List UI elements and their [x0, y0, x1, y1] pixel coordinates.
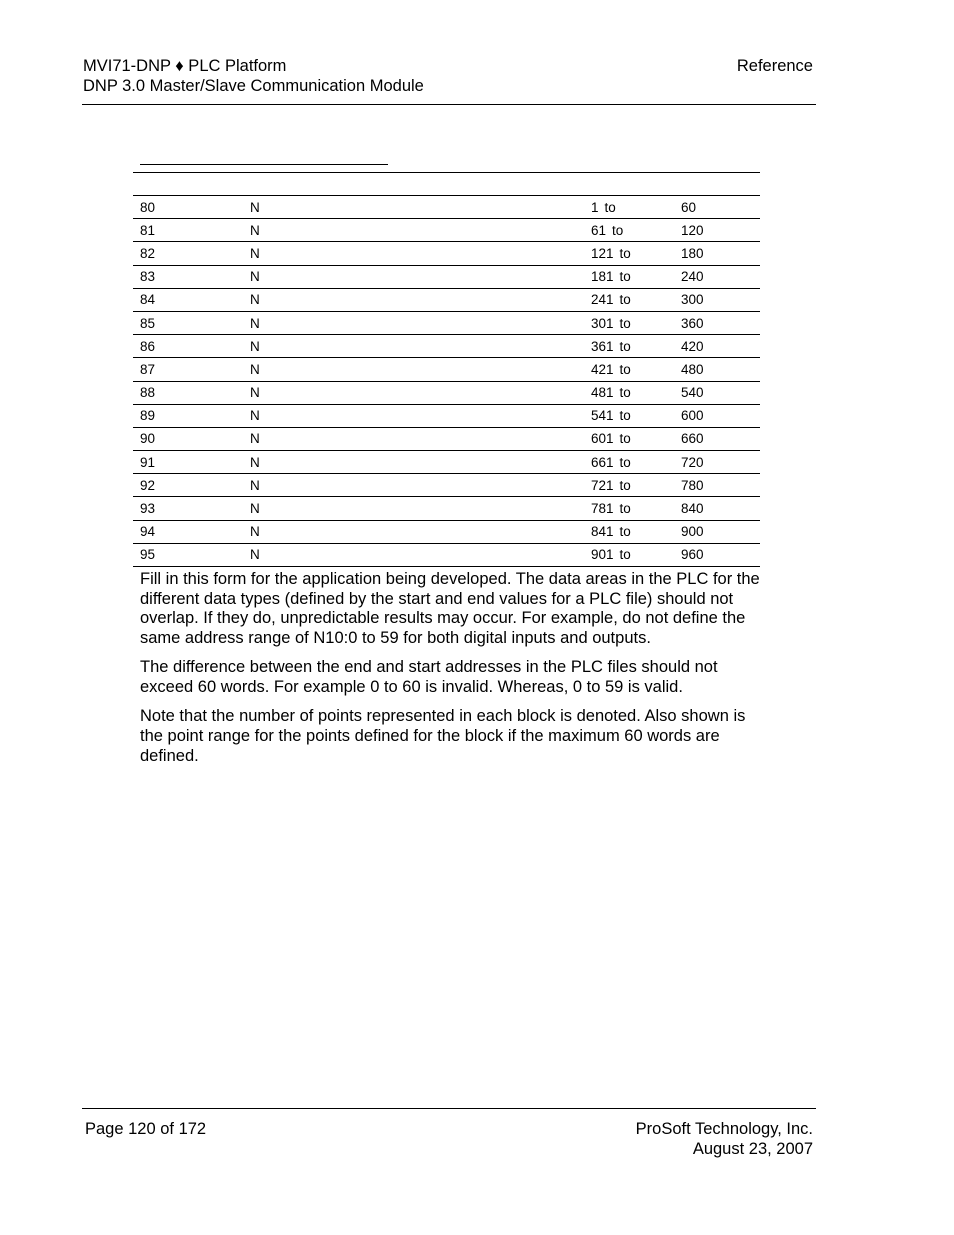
file-type-cell-value: N	[250, 408, 260, 424]
file-type-cell	[243, 335, 584, 358]
start-point-cell-value: 181	[591, 269, 614, 285]
start-point-cell	[584, 219, 674, 242]
end-point-cell-value: 180	[681, 245, 704, 261]
block-number-cell	[133, 381, 243, 404]
range-to-label: to	[619, 315, 631, 331]
start-point-cell-value: 901	[591, 547, 614, 563]
end-point-cell-value: 720	[681, 454, 704, 470]
block-number-cell	[133, 427, 243, 450]
range-to-label: to	[604, 199, 616, 215]
table-row	[133, 543, 760, 566]
end-point-cell-value: 240	[681, 269, 704, 285]
file-type-cell	[243, 311, 584, 334]
table-row	[133, 358, 760, 381]
footer-company: ProSoft Technology, Inc.	[635, 1120, 813, 1138]
start-point-cell-value: 481	[591, 385, 614, 401]
start-point-cell-value: 661	[591, 454, 614, 470]
block-number-cell	[133, 497, 243, 520]
table-row	[133, 219, 760, 242]
end-point-cell-value: 120	[681, 222, 704, 238]
start-point-cell-value: 781	[591, 501, 614, 517]
table-row	[133, 242, 760, 265]
footer-date: August 23, 2007	[692, 1139, 813, 1158]
start-point-cell-value: 421	[591, 361, 614, 377]
block-address-table	[133, 195, 760, 567]
end-point-cell	[674, 196, 760, 219]
paragraph-range-limit: The difference between the end and start addresses in the PLC files should not exceed 60 words. For example 0 to 60 is invalid. Whereas, 0 to 59 is valid.	[140, 658, 718, 697]
file-type-cell-value: N	[250, 199, 260, 215]
start-point-cell	[584, 381, 674, 404]
block-number-cell-value: 81	[140, 222, 156, 238]
end-point-cell	[674, 311, 760, 334]
block-number-cell-value: 85	[140, 315, 156, 331]
file-type-cell	[243, 474, 584, 497]
file-type-cell-value: N	[250, 292, 260, 308]
block-number-cell	[133, 335, 243, 358]
block-number-cell-value: 92	[140, 477, 156, 493]
start-point-cell	[584, 451, 674, 474]
block-number-cell-value: 90	[140, 431, 156, 447]
start-point-cell	[584, 520, 674, 543]
paragraph-overlap: Fill in this form for the application being developed. The data areas in the PLC for the different data types (defined by the start and end values for a PLC file) should not overlap. If they do, unpredictable results may occur. For example, do not define the same address range of N10:0 to 59 for both digital inputs and outputs.	[140, 570, 760, 648]
start-point-cell-value: 721	[591, 477, 614, 493]
end-point-cell-value: 300	[681, 292, 704, 308]
range-to-label: to	[619, 269, 631, 285]
end-point-cell	[674, 497, 760, 520]
end-point-cell	[674, 288, 760, 311]
end-point-cell-value: 840	[681, 501, 704, 517]
table-row	[133, 196, 760, 219]
file-type-cell-value: N	[250, 315, 260, 331]
start-point-cell-value: 301	[591, 315, 614, 331]
file-type-cell	[243, 497, 584, 520]
end-point-cell	[674, 335, 760, 358]
file-type-cell	[243, 219, 584, 242]
end-point-cell-value: 660	[681, 431, 704, 447]
block-number-cell	[133, 219, 243, 242]
block-number-cell-value: 84	[140, 292, 156, 308]
document-header	[83, 57, 424, 96]
block-number-cell	[133, 404, 243, 427]
end-point-cell-value: 540	[681, 385, 704, 401]
end-point-cell	[674, 242, 760, 265]
file-type-cell-value: N	[250, 338, 260, 354]
file-type-cell-value: N	[250, 269, 260, 285]
file-type-cell-value: N	[250, 245, 260, 261]
file-type-cell	[243, 427, 584, 450]
end-point-cell	[674, 427, 760, 450]
file-type-cell	[243, 242, 584, 265]
end-point-cell-value: 960	[681, 547, 704, 563]
block-number-cell-value: 94	[140, 524, 156, 540]
end-point-cell	[674, 543, 760, 566]
start-point-cell	[584, 543, 674, 566]
range-to-label: to	[619, 338, 631, 354]
table-row	[133, 265, 760, 288]
end-point-cell-value: 600	[681, 408, 704, 424]
table-row	[133, 404, 760, 427]
header-product-line: MVI71-DNP ♦ PLC Platform	[83, 57, 287, 75]
table-row	[133, 381, 760, 404]
start-point-cell	[584, 242, 674, 265]
range-to-label: to	[619, 524, 631, 540]
end-point-cell	[674, 520, 760, 543]
block-number-cell-value: 83	[140, 269, 156, 285]
file-type-cell-value: N	[250, 222, 260, 238]
form-title-underline	[140, 164, 388, 165]
file-type-cell-value: N	[250, 501, 260, 517]
start-point-cell-value: 241	[591, 292, 614, 308]
file-type-cell-value: N	[250, 431, 260, 447]
table-row	[133, 497, 760, 520]
file-type-cell	[243, 381, 584, 404]
file-type-cell	[243, 196, 584, 219]
file-type-cell	[243, 404, 584, 427]
block-number-cell-value: 86	[140, 338, 156, 354]
table-row	[133, 427, 760, 450]
start-point-cell-value: 61	[591, 222, 607, 238]
block-number-cell-value: 89	[140, 408, 156, 424]
start-point-cell-value: 1	[591, 199, 599, 215]
block-number-cell	[133, 196, 243, 219]
range-to-label: to	[619, 292, 631, 308]
block-number-cell-value: 82	[140, 245, 156, 261]
range-to-label: to	[619, 245, 631, 261]
start-point-cell	[584, 265, 674, 288]
block-number-cell	[133, 358, 243, 381]
block-number-cell-value: 93	[140, 501, 156, 517]
file-type-cell-value: N	[250, 477, 260, 493]
file-type-cell	[243, 520, 584, 543]
range-to-label: to	[619, 431, 631, 447]
end-point-cell-value: 360	[681, 315, 704, 331]
block-number-cell-value: 87	[140, 361, 156, 377]
end-point-cell	[674, 404, 760, 427]
table-top-rule	[133, 172, 760, 173]
file-type-cell	[243, 265, 584, 288]
end-point-cell-value: 420	[681, 338, 704, 354]
range-to-label: to	[619, 501, 631, 517]
start-point-cell-value: 361	[591, 338, 614, 354]
end-point-cell	[674, 474, 760, 497]
block-number-cell-value: 80	[140, 199, 156, 215]
range-to-label: to	[619, 408, 631, 424]
range-to-label: to	[619, 361, 631, 377]
table-row	[133, 474, 760, 497]
block-number-cell-value: 88	[140, 385, 156, 401]
footer-page-number: Page 120 of 172	[85, 1120, 207, 1138]
file-type-cell-value: N	[250, 361, 260, 377]
paragraph-points-note: Note that the number of points represented in each block is denoted. Also shown is the point range for the points defined for the block if the maximum 60 words are defined.	[140, 707, 746, 765]
block-number-cell	[133, 474, 243, 497]
start-point-cell	[584, 497, 674, 520]
start-point-cell	[584, 427, 674, 450]
file-type-cell	[243, 451, 584, 474]
start-point-cell	[584, 474, 674, 497]
table-row	[133, 311, 760, 334]
table-row	[133, 288, 760, 311]
table-body	[133, 196, 760, 567]
block-number-cell	[133, 288, 243, 311]
start-point-cell-value: 601	[591, 431, 614, 447]
start-point-cell	[584, 288, 674, 311]
start-point-cell	[584, 335, 674, 358]
block-number-cell-value: 91	[140, 454, 156, 470]
table-row	[133, 451, 760, 474]
end-point-cell	[674, 381, 760, 404]
end-point-cell-value: 480	[681, 361, 704, 377]
start-point-cell-value: 841	[591, 524, 614, 540]
header-divider	[82, 104, 816, 105]
start-point-cell	[584, 358, 674, 381]
file-type-cell-value: N	[250, 385, 260, 401]
end-point-cell	[674, 451, 760, 474]
footer-info	[636, 1120, 813, 1159]
file-type-cell	[243, 543, 584, 566]
start-point-cell	[584, 311, 674, 334]
range-to-label: to	[619, 385, 631, 401]
file-type-cell	[243, 358, 584, 381]
file-type-cell-value: N	[250, 454, 260, 470]
table-row	[133, 520, 760, 543]
block-number-cell	[133, 311, 243, 334]
end-point-cell-value: 780	[681, 477, 704, 493]
file-type-cell	[243, 288, 584, 311]
end-point-cell	[674, 265, 760, 288]
file-type-cell-value: N	[250, 524, 260, 540]
header-section: Reference	[736, 57, 813, 75]
block-number-cell	[133, 265, 243, 288]
file-type-cell-value: N	[250, 547, 260, 563]
start-point-cell-value: 121	[591, 245, 614, 261]
footer-divider	[82, 1108, 816, 1109]
start-point-cell-value: 541	[591, 408, 614, 424]
end-point-cell	[674, 219, 760, 242]
block-number-cell-value: 95	[140, 547, 156, 563]
end-point-cell-value: 60	[681, 199, 697, 215]
start-point-cell	[584, 196, 674, 219]
block-number-cell	[133, 242, 243, 265]
range-to-label: to	[619, 454, 631, 470]
table-row	[133, 335, 760, 358]
block-number-cell	[133, 520, 243, 543]
block-number-cell	[133, 451, 243, 474]
body-text	[140, 570, 765, 776]
range-to-label: to	[612, 222, 624, 238]
end-point-cell	[674, 358, 760, 381]
range-to-label: to	[619, 477, 631, 493]
range-to-label: to	[619, 547, 631, 563]
end-point-cell-value: 900	[681, 524, 704, 540]
block-number-cell	[133, 543, 243, 566]
header-subtitle: DNP 3.0 Master/Slave Communication Module	[83, 76, 424, 95]
start-point-cell	[584, 404, 674, 427]
